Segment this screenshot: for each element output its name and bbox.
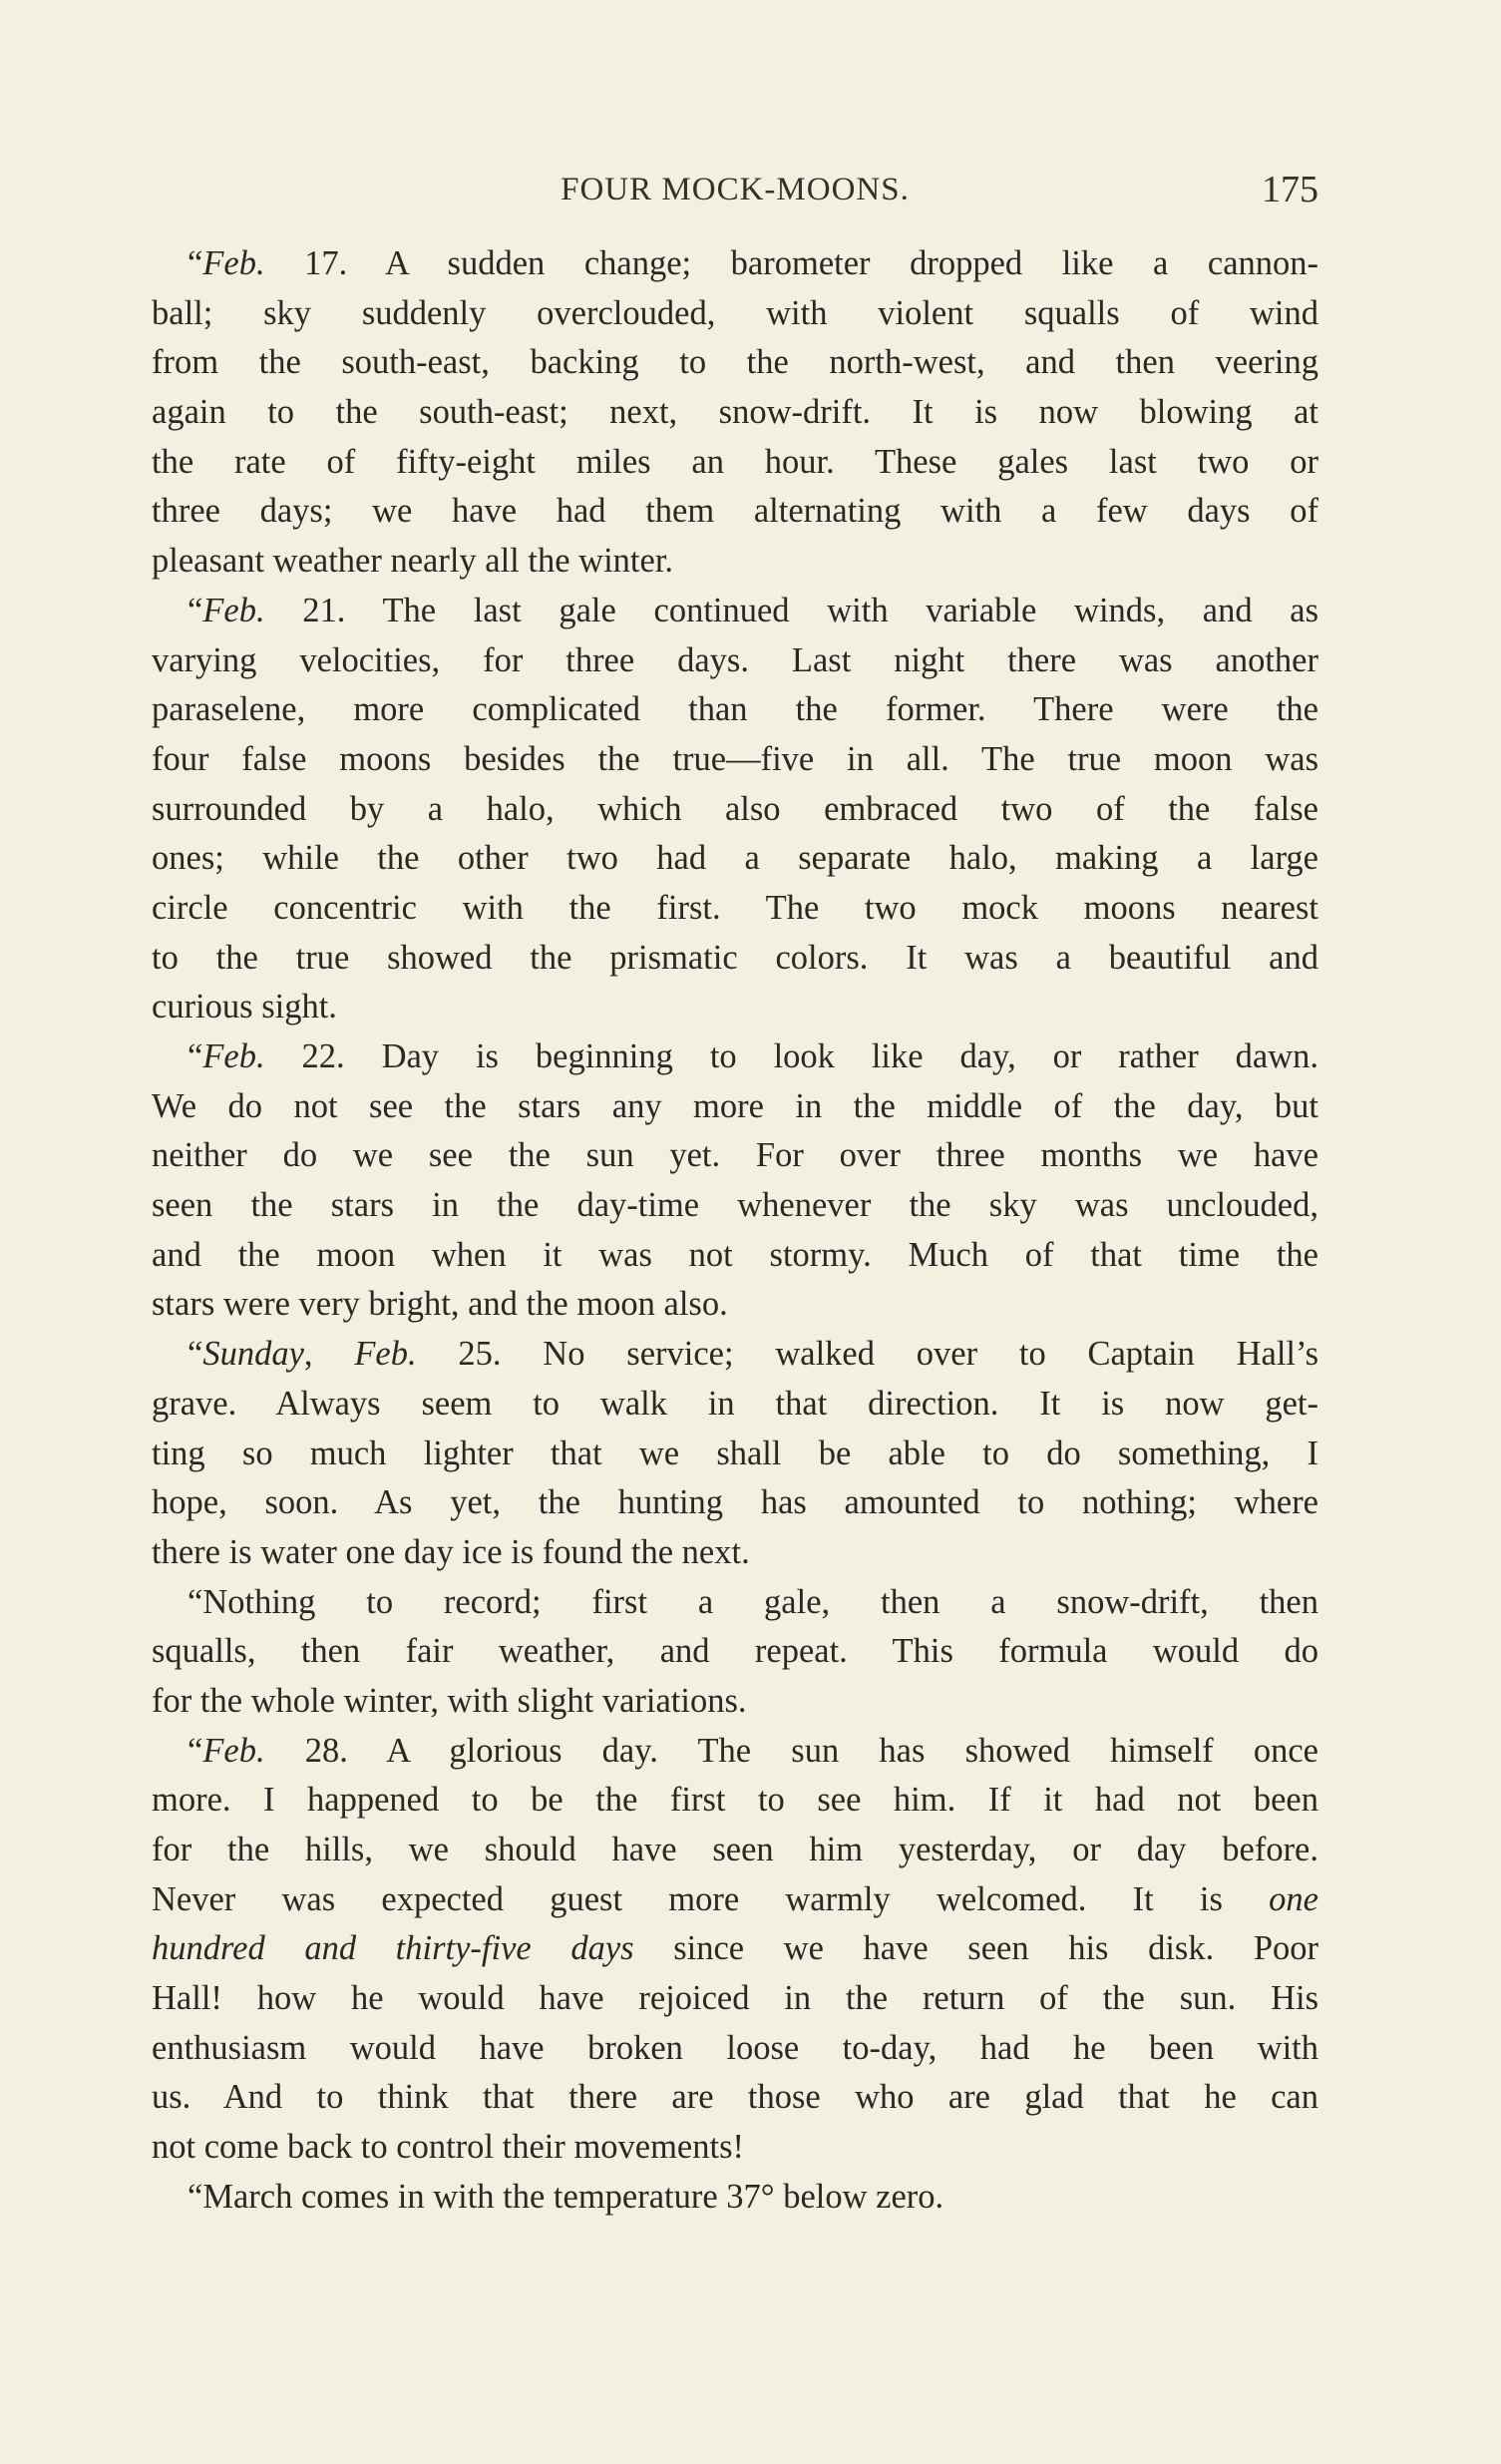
text-line	[152, 1032, 1318, 1082]
text-run: neither do we see the sun yet. For over three months we have	[152, 1136, 1318, 1175]
text-line	[152, 1875, 1318, 1925]
text-run: for the whole winter, with slight variations.	[152, 1681, 747, 1720]
text-line	[152, 934, 1318, 984]
text-line	[152, 1974, 1318, 2024]
text-run: four false moons besides the true—five in all. The true moon was	[152, 739, 1318, 778]
text-line	[152, 1677, 1318, 1727]
text-line	[152, 388, 1318, 438]
italic-text: one	[1269, 1879, 1318, 1918]
text-line	[152, 289, 1318, 339]
text-run: 28. A glorious day. The sun has showed himself once	[264, 1731, 1318, 1770]
text-run: to the true showed the prismatic colors. It was a beautiful and	[152, 938, 1318, 977]
text-line	[152, 735, 1318, 785]
text-run: the rate of fifty-eight miles an hour. These gales last two or	[152, 442, 1318, 481]
running-head	[152, 168, 1318, 217]
text-run: 17. A sudden change; barometer dropped like a cannon-	[264, 244, 1318, 282]
text-run: seen the stars in the day-time whenever the sky was unclouded,	[152, 1186, 1318, 1225]
text-run: stars were very bright, and the moon also.	[152, 1285, 728, 1324]
text-run: curious sight.	[152, 988, 337, 1027]
text-run: ,	[303, 1335, 355, 1374]
text-line	[152, 1082, 1318, 1132]
italic-text: Feb.	[202, 591, 265, 629]
text-line	[152, 1924, 1318, 1974]
text-run: squalls, then fair weather, and repeat. This formula would do	[152, 1632, 1318, 1671]
text-run: 21. The last gale continued with variable winds, and as	[264, 591, 1318, 629]
text-line	[152, 834, 1318, 884]
text-run: hope, soon. As yet, the hunting has amounted to nothing; where	[152, 1483, 1318, 1522]
text-run: more. I happened to be the first to see him. If it had not been	[152, 1781, 1318, 1820]
text-line	[152, 1627, 1318, 1677]
text-run: Never was expected guest more warmly welcomed. It is	[152, 1879, 1270, 1918]
italic-text: Feb.	[202, 244, 265, 282]
text-run: surrounded by a halo, which also embraced two of the false	[152, 789, 1318, 828]
text-line	[152, 785, 1318, 835]
text-line	[152, 2123, 1318, 2173]
text-line	[152, 685, 1318, 735]
text-line	[152, 1478, 1318, 1528]
text-run: paraselene, more complicated than the former. There were the	[152, 690, 1318, 729]
text-run: ting so much lighter that we shall be able to do something, I	[152, 1434, 1318, 1472]
text-line	[152, 1727, 1318, 1777]
text-run: We do not see the stars any more in the middle of the day, but	[152, 1086, 1318, 1125]
text-run: ones; while the other two had a separate halo, making a large	[152, 839, 1318, 878]
text-line	[152, 1528, 1318, 1578]
text-line	[152, 884, 1318, 934]
running-title: FOUR MOCK-MOONS.	[561, 172, 910, 207]
text-run: there is water one day ice is found the next.	[152, 1532, 750, 1571]
text-run: Hall! how he would have rejoiced in the return of the sun. His	[152, 1979, 1318, 2018]
text-run: again to the south-east; next, snow-drift. It is now blowing at	[152, 393, 1318, 432]
text-run: ball; sky suddenly overclouded, with violent squalls of wind	[152, 293, 1318, 332]
italic-text: Feb.	[202, 1037, 265, 1075]
text-run: since we have seen his disk. Poor	[633, 1929, 1318, 1968]
text-line	[152, 537, 1318, 587]
text-run: “	[188, 244, 203, 282]
text-line	[152, 239, 1318, 289]
text-line	[152, 1181, 1318, 1231]
text-run: us. And to think that there are those who are glad that he can	[152, 2078, 1318, 2117]
text-run: and the moon when it was not stormy. Much of that time the	[152, 1235, 1318, 1274]
text-run: “Nothing to record; first a gale, then a snow-drift, then	[188, 1582, 1318, 1621]
body-text	[152, 239, 1318, 2223]
text-run: pleasant weather nearly all the winter.	[152, 542, 674, 581]
text-line	[152, 1380, 1318, 1430]
text-line	[152, 338, 1318, 388]
text-run: for the hills, we should have seen him yesterday, or day before.	[152, 1831, 1318, 1868]
text-line	[152, 2173, 1318, 2223]
text-run: 25. No service; walked over to Captain Hall’s	[416, 1335, 1318, 1374]
text-run: varying velocities, for three days. Last night there was another	[152, 640, 1318, 679]
text-line	[152, 2073, 1318, 2123]
text-line	[152, 1826, 1318, 1875]
italic-text: Feb.	[202, 1731, 265, 1770]
text-run: “	[188, 591, 203, 629]
text-line	[152, 2024, 1318, 2074]
page-number: 175	[1262, 169, 1318, 210]
text-run: from the south-east, backing to the north-west, and then veering	[152, 343, 1318, 382]
text-run: “	[188, 1037, 203, 1075]
text-line	[152, 487, 1318, 537]
text-run: enthusiasm would have broken loose to-day, had he been with	[152, 2028, 1318, 2067]
italic-text: hundred and thirty-five days	[152, 1929, 634, 1968]
text-line	[152, 1131, 1318, 1181]
text-run: 22. Day is beginning to look like day, or rather dawn.	[264, 1037, 1318, 1075]
text-line	[152, 983, 1318, 1032]
text-run: “	[188, 1335, 203, 1374]
text-run: not come back to control their movements!	[152, 2128, 744, 2167]
text-run: three days; we have had them alternating with a few days of	[152, 492, 1318, 531]
text-run: grave. Always seem to walk in that direction. It is now get-	[152, 1384, 1318, 1423]
text-line	[152, 587, 1318, 636]
text-line	[152, 1231, 1318, 1281]
text-line	[152, 636, 1318, 686]
text-line	[152, 1776, 1318, 1826]
text-line	[152, 438, 1318, 488]
text-run: “	[188, 1731, 203, 1770]
text-line	[152, 1330, 1318, 1380]
italic-text: Sunday	[202, 1335, 304, 1374]
text-run: circle concentric with the first. The two mock moons nearest	[152, 888, 1318, 927]
text-line	[152, 1578, 1318, 1628]
italic-text: Feb.	[354, 1335, 417, 1374]
text-line	[152, 1430, 1318, 1479]
text-line	[152, 1280, 1318, 1330]
text-run: “March comes in with the temperature 37° below zero.	[188, 2177, 944, 2216]
